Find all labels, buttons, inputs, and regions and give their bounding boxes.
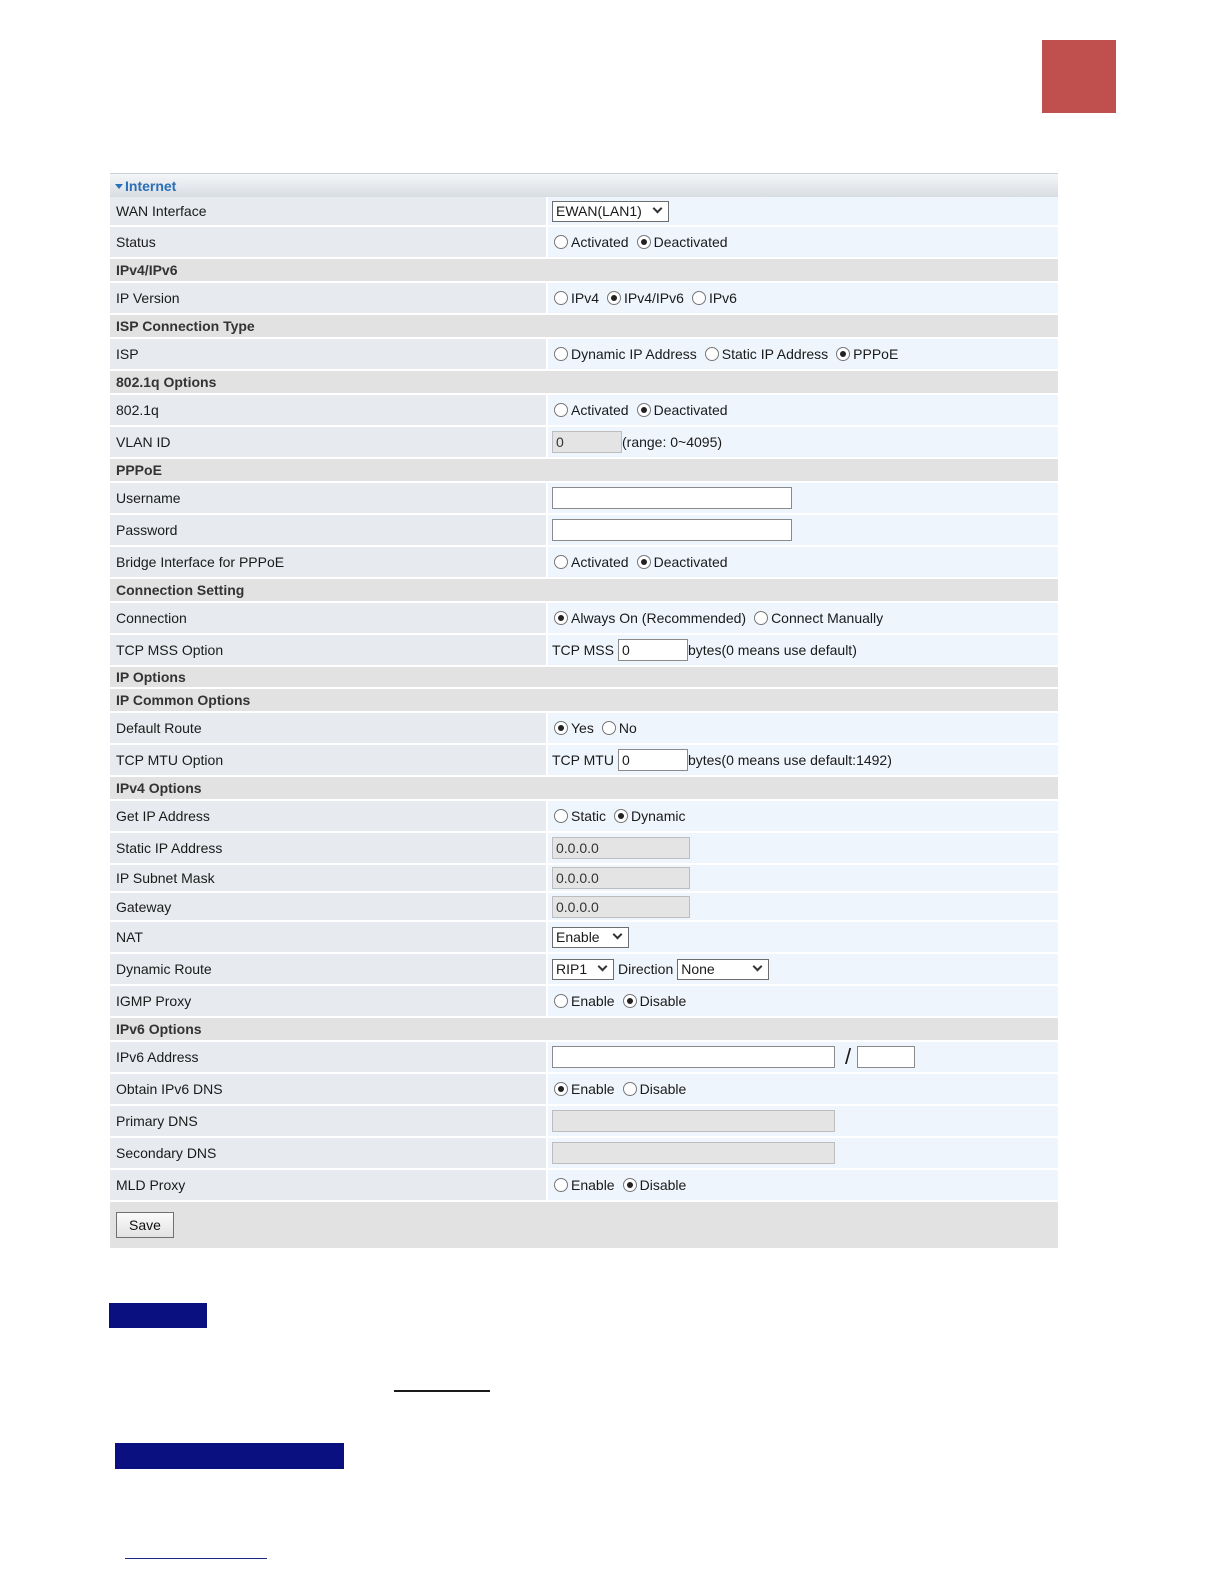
obtain-ipv6-dns-label: Obtain IPv6 DNS (110, 1074, 548, 1104)
get-ip-static-label: Static (571, 808, 607, 824)
gateway-label: Gateway (110, 893, 548, 920)
slash-separator: / (845, 1044, 852, 1069)
row-ip-version (110, 283, 1058, 315)
vlan-id-label: VLAN ID (110, 427, 548, 457)
section-ipv6-options: IPv6 Options (110, 1018, 1058, 1042)
mld-enable-radio[interactable] (554, 1178, 568, 1192)
mld-disable-radio[interactable] (623, 1178, 637, 1192)
underline-link-mark (394, 1390, 490, 1392)
row-password (110, 515, 1058, 547)
row-nat (110, 922, 1058, 954)
row-8021q (110, 395, 1058, 427)
mld-proxy-label: MLD Proxy (110, 1170, 548, 1200)
dot1q-activated-label: Activated (571, 402, 629, 418)
row-username (110, 483, 1058, 515)
tcp-mss-suffix: bytes(0 means use default) (687, 642, 857, 658)
dot1q-deactivated-label: Deactivated (653, 402, 728, 418)
save-button[interactable]: Save (116, 1212, 174, 1238)
ipv6-prefix-length-input[interactable] (857, 1046, 915, 1068)
row-wan-interface (110, 197, 1058, 227)
ipv6-dns-enable-radio[interactable] (554, 1082, 568, 1096)
get-ip-label: Get IP Address (110, 801, 548, 831)
status-deactivated-radio[interactable] (637, 235, 651, 249)
section-ipv4-options: IPv4 Options (110, 777, 1058, 801)
isp-pppoe-label: PPPoE (853, 346, 899, 362)
mld-enable-label: Enable (571, 1177, 615, 1193)
tcp-mss-input[interactable]: 0 (618, 639, 688, 661)
tcp-mtu-suffix: bytes(0 means use default:1492) (687, 752, 892, 768)
row-gateway (110, 893, 1058, 922)
bridge-deactivated-radio[interactable] (637, 555, 651, 569)
static-ip-label: Static IP Address (110, 833, 548, 863)
row-tcp-mss (110, 635, 1058, 667)
mld-disable-label: Disable (639, 1177, 687, 1193)
chevron-down-icon (653, 204, 663, 214)
ipv4-label: IPv4 (571, 290, 600, 306)
ip-version-label: IP Version (110, 283, 548, 313)
status-activated-label: Activated (571, 234, 629, 250)
tcp-mss-label: TCP MSS Option (110, 635, 548, 665)
igmp-proxy-label: IGMP Proxy (110, 986, 548, 1016)
bridge-interface-label: Bridge Interface for PPPoE (110, 547, 548, 577)
connection-label: Connection (110, 603, 548, 633)
default-route-label: Default Route (110, 713, 548, 743)
row-default-route (110, 713, 1058, 745)
status-activated-radio[interactable] (554, 235, 568, 249)
section-connection-setting: Connection Setting (110, 579, 1058, 603)
vlan-id-hint: (range: 0~4095) (622, 434, 723, 450)
isp-static-label: Static IP Address (721, 346, 829, 362)
primary-dns-input[interactable] (552, 1110, 835, 1132)
row-isp (110, 339, 1058, 371)
default-route-yes-label: Yes (571, 720, 594, 736)
dynamic-route-label: Dynamic Route (110, 954, 548, 984)
row-vlan-id (110, 427, 1058, 459)
default-route-yes-radio[interactable] (554, 721, 568, 735)
get-ip-dynamic-radio[interactable] (614, 809, 628, 823)
nat-label: NAT (110, 922, 548, 952)
wan-interface-select[interactable]: EWAN(LAN1) (552, 201, 669, 222)
panel-title: Internet (125, 178, 177, 194)
status-label: Status (110, 227, 548, 257)
dynamic-route-select[interactable]: RIP1 (552, 959, 614, 980)
chevron-down-icon (598, 962, 608, 972)
static-ip-input[interactable]: 0.0.0.0 (552, 837, 690, 859)
ipv6-dns-disable-label: Disable (639, 1081, 687, 1097)
bridge-deactivated-label: Deactivated (653, 554, 728, 570)
subnet-mask-input[interactable]: 0.0.0.0 (552, 867, 690, 889)
internet-panel (110, 173, 1058, 1248)
get-ip-dynamic-label: Dynamic (631, 808, 686, 824)
section-ip-options: IP Options (110, 667, 1058, 689)
direction-select[interactable]: None (677, 959, 769, 980)
row-bridge-interface (110, 547, 1058, 579)
bridge-activated-radio[interactable] (554, 555, 568, 569)
row-igmp-proxy (110, 986, 1058, 1018)
row-subnet-mask (110, 865, 1058, 893)
tcp-mtu-input[interactable]: 0 (618, 749, 688, 771)
password-input[interactable] (552, 519, 792, 541)
subnet-mask-label: IP Subnet Mask (110, 865, 548, 891)
igmp-enable-radio[interactable] (554, 994, 568, 1008)
nat-select[interactable]: Enable (552, 927, 629, 948)
panel-header[interactable] (110, 173, 1058, 197)
direction-label: Direction (618, 961, 674, 977)
primary-dns-label: Primary DNS (110, 1106, 548, 1136)
section-8021q-options: 802.1q Options (110, 371, 1058, 395)
tcp-mtu-label: TCP MTU Option (110, 745, 548, 775)
row-mld-proxy (110, 1170, 1058, 1202)
row-get-ip-address (110, 801, 1058, 833)
caret-down-icon (115, 184, 123, 189)
status-deactivated-label: Deactivated (653, 234, 728, 250)
chevron-down-icon (613, 930, 623, 940)
corner-tab-decoration (1042, 40, 1116, 113)
underline-link-mark (125, 1558, 267, 1559)
section-isp-connection-type: ISP Connection Type (110, 315, 1058, 339)
row-static-ip (110, 833, 1058, 865)
secondary-dns-input[interactable] (552, 1142, 835, 1164)
default-route-no-radio[interactable] (602, 721, 616, 735)
ipv6-address-label: IPv6 Address (110, 1042, 548, 1072)
isp-dynamic-radio[interactable] (554, 347, 568, 361)
chevron-down-icon (753, 962, 763, 972)
username-input[interactable] (552, 487, 792, 509)
row-obtain-ipv6-dns (110, 1074, 1058, 1106)
isp-dynamic-label: Dynamic IP Address (571, 346, 697, 362)
ipv6-radio[interactable] (692, 291, 706, 305)
row-ipv6-address (110, 1042, 1058, 1074)
always-on-label: Always On (Recommended) (571, 610, 747, 626)
ipv4-radio[interactable] (554, 291, 568, 305)
dot1q-activated-radio[interactable] (554, 403, 568, 417)
isp-pppoe-radio[interactable] (836, 347, 850, 361)
bridge-activated-label: Activated (571, 554, 629, 570)
always-on-radio[interactable] (554, 611, 568, 625)
igmp-enable-label: Enable (571, 993, 615, 1009)
username-label: Username (110, 483, 548, 513)
ipv6-address-input[interactable] (552, 1046, 835, 1068)
ipv6-label: IPv6 (708, 290, 737, 306)
row-status (110, 227, 1058, 259)
igmp-disable-radio[interactable] (623, 994, 637, 1008)
dot1q-label: 802.1q (110, 395, 548, 425)
section-ip-common-options: IP Common Options (110, 689, 1058, 713)
ipv6-dns-enable-label: Enable (571, 1081, 615, 1097)
isp-label: ISP (110, 339, 548, 369)
igmp-disable-label: Disable (639, 993, 687, 1009)
row-primary-dns (110, 1106, 1058, 1138)
save-row (110, 1202, 1058, 1248)
dot1q-deactivated-radio[interactable] (637, 403, 651, 417)
ipv4-ipv6-radio[interactable] (607, 291, 621, 305)
get-ip-static-radio[interactable] (554, 809, 568, 823)
wan-interface-label: WAN Interface (110, 197, 548, 225)
connect-manually-radio[interactable] (754, 611, 768, 625)
vlan-id-input[interactable]: 0 (552, 431, 622, 453)
redacted-heading-bar (109, 1303, 207, 1328)
connect-manually-label: Connect Manually (771, 610, 884, 626)
gateway-input[interactable]: 0.0.0.0 (552, 896, 690, 918)
row-tcp-mtu (110, 745, 1058, 777)
password-label: Password (110, 515, 548, 545)
section-ipv4-ipv6: IPv4/IPv6 (110, 259, 1058, 283)
redacted-subheading-bar (115, 1443, 344, 1469)
tcp-mss-prefix: TCP MSS (552, 642, 614, 658)
row-connection (110, 603, 1058, 635)
isp-static-radio[interactable] (705, 347, 719, 361)
default-route-no-label: No (618, 720, 637, 736)
ipv6-dns-disable-radio[interactable] (623, 1082, 637, 1096)
secondary-dns-label: Secondary DNS (110, 1138, 548, 1168)
row-secondary-dns (110, 1138, 1058, 1170)
row-dynamic-route (110, 954, 1058, 986)
tcp-mtu-prefix: TCP MTU (552, 752, 614, 768)
section-pppoe: PPPoE (110, 459, 1058, 483)
ipv4-ipv6-label: IPv4/IPv6 (624, 290, 684, 306)
